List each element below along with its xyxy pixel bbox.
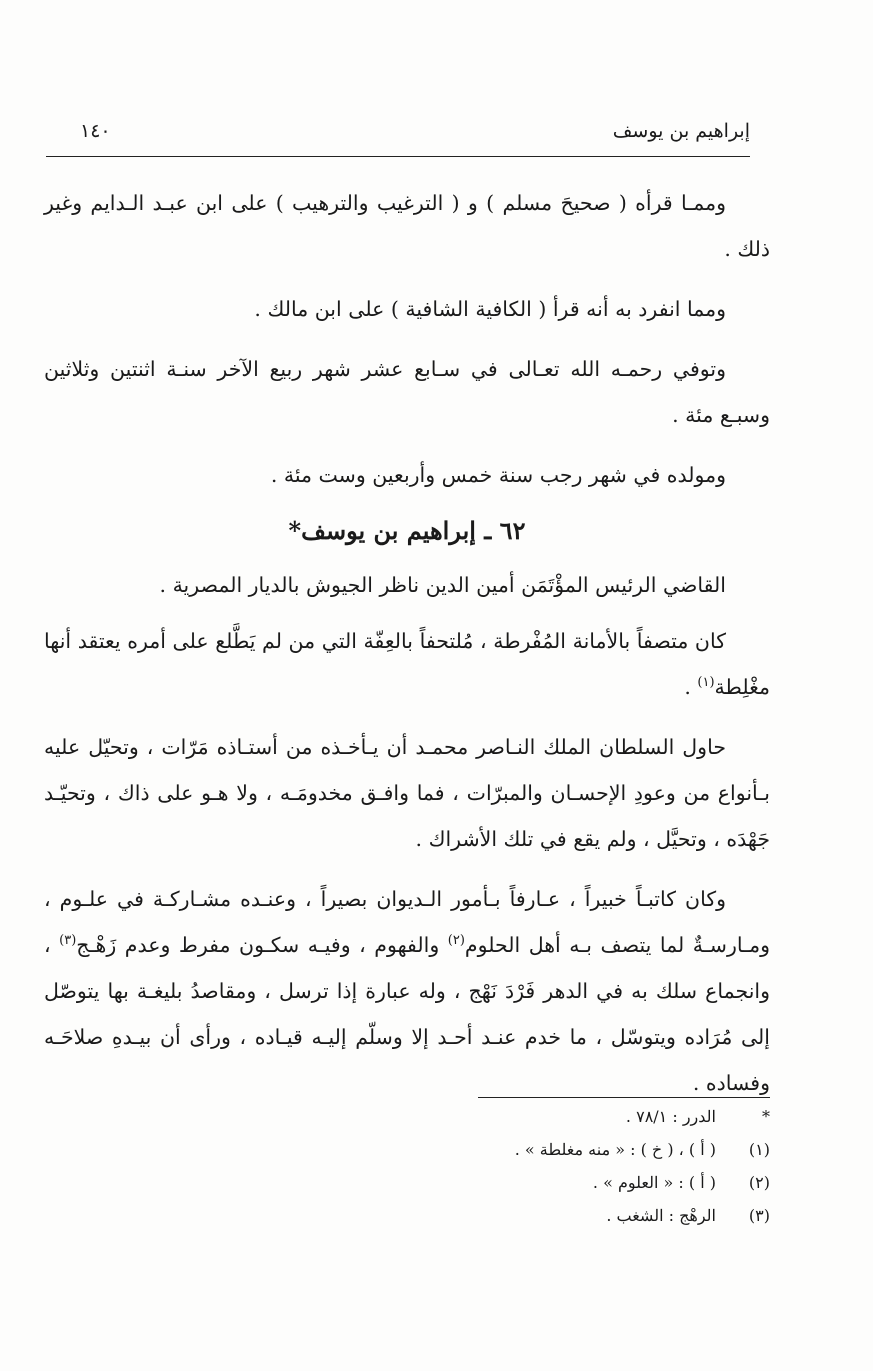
- main-text: [44, 180, 770, 1120]
- entry-paragraph-3-part-a: وكان كاتبـاً خبيراً ، عـارفاً بـأمور الـديوان بصيراً ، وعنـده مشـاركـة في علـوم ، ومـارسـةٌ لما يتصف بـه أهل الحلوم: [44, 887, 771, 957]
- page-header: [46, 112, 750, 157]
- heading-footnote-mark: *: [288, 516, 302, 545]
- footnote-mark: (٣): [748, 1206, 770, 1225]
- footnote-text: الدرر : ٧٨/١ .: [625, 1107, 716, 1126]
- entry-paragraph-1-text: كان متصفاً بالأمانة المُفْرطة ، مُلتحفاً بالعِفّة التي من لم يَطَّلع على أمره يعتقد أنها مغْلِطة: [44, 629, 770, 699]
- footnote-mark: (١): [748, 1140, 770, 1159]
- footnote-ref-1[interactable]: (١): [697, 675, 715, 690]
- entry-paragraph-1-end: .: [684, 675, 698, 699]
- footnote-ref-2[interactable]: (٢): [447, 933, 465, 948]
- entry-paragraph-3-part-c: ، وانجماع سلك به في الدهر فَرْدَ نَهْج ، وله عبارة إذا ترسل ، ومقاصدُ بليغـة بها يتوصّل إلى مُرَاده ويتوسّل ، ما خدم عنـد أحـد إلا وسلّم إليـه قيـاده ، ورأى أن بيـدهِ صلاحَـه وفساده .: [44, 933, 770, 1095]
- footnote-divider: [478, 1097, 770, 1098]
- paragraph-birth: ومولده في شهر رجب سنة خمس وأربعين وست مئة .: [270, 463, 726, 487]
- footnote-2: [300, 1166, 770, 1199]
- footnote-text: ( أ ) ، ( خ ) : « منه مغلطة » .: [514, 1140, 716, 1159]
- entry-heading-text: ٦٢ ـ إبراهيم بن يوسف: [301, 516, 526, 545]
- paragraph-death: وتوفي رحمـه الله تعـالى في سـابع عشر شهر ربيع الآخر سنـة اثنتين وثلاثين وسبـع مئة .: [44, 357, 770, 427]
- entry-heading: [44, 508, 770, 554]
- footnote-mark: (٢): [748, 1173, 770, 1192]
- footnote-star: [300, 1100, 770, 1133]
- footnote-text: الرهْج : الشغب .: [606, 1206, 716, 1225]
- entry-paragraph-1: [44, 618, 770, 710]
- entry-intro: القاضي الرئيس المؤْتَمَن أمين الدين ناظر الجيوش بالديار المصرية .: [159, 573, 726, 597]
- running-title: إبراهيم بن يوسف: [612, 120, 750, 142]
- entry-paragraph-3-part-b: والفهوم ، وفيـه سكـون مفرط وعدم زَهْـج: [76, 933, 448, 957]
- paragraph-kafiya: ومما انفرد به أنه قرأ ( الكافية الشافية ) على ابن مالك .: [254, 297, 726, 321]
- footnote-3: [300, 1199, 770, 1232]
- footnote-text: ( أ ) : « العلوم » .: [592, 1173, 716, 1192]
- entry-paragraph-3: [44, 876, 770, 1106]
- footnote-mark: *: [762, 1107, 770, 1126]
- footnote-ref-3[interactable]: (٣): [59, 933, 77, 948]
- paragraph-reading: وممـا قرأه ( صحيحَ مسلم ) و ( الترغيب والترهيب ) على ابن عبـد الـدايم وغير ذلك .: [44, 191, 770, 261]
- page-number: ١٤٠: [80, 120, 111, 142]
- entry-paragraph-2: حاول السلطان الملك النـاصر محمـد أن يـأخـذه من أستـاذه مَرّات ، وتحيّل عليه بـأنواع من وعودِ الإحسـان والمبرّات ، فما وافـق مخدومَـه ، ولا هـو على ذاك ، وتحيّـد جَهْدَه ، وتحيَّل ، ولم يقع في تلك الأشراك .: [44, 735, 770, 851]
- footnote-1: [300, 1133, 770, 1166]
- footnotes: [300, 1100, 770, 1232]
